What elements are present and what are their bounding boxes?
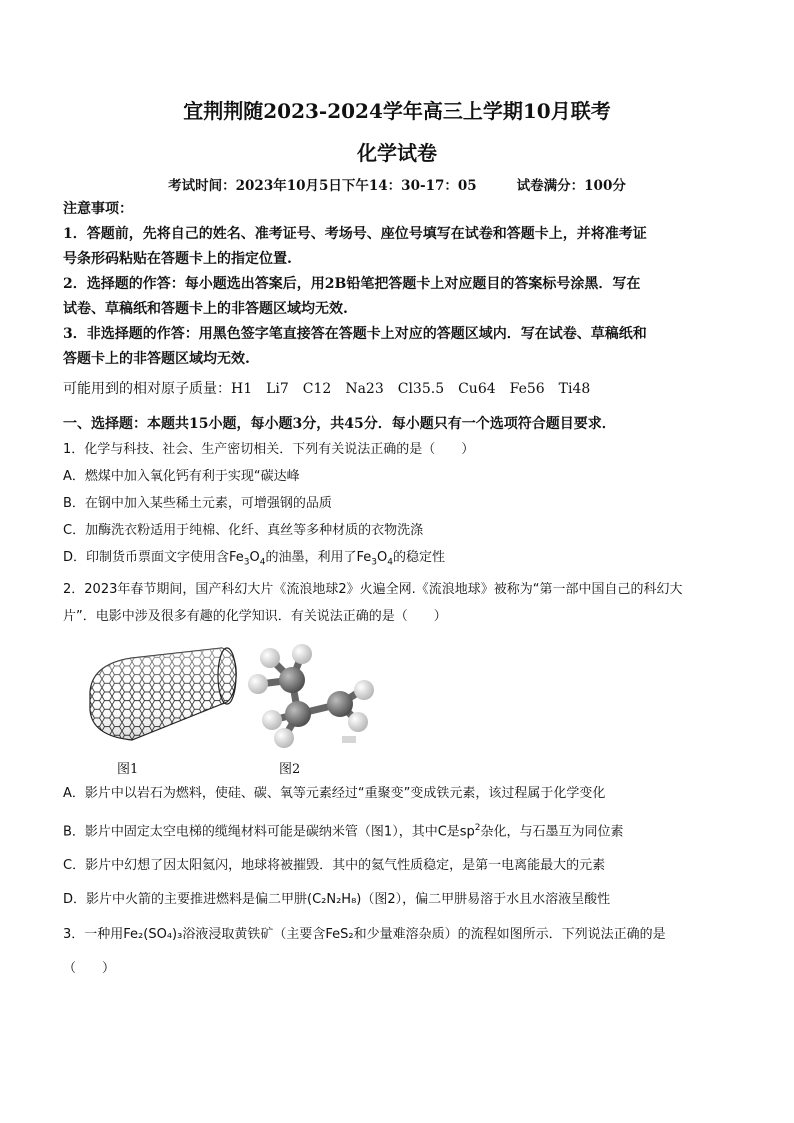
full-score: 试卷满分：100分 bbox=[516, 178, 626, 194]
q1-option-a[interactable]: A．燃煤中加入氧化钙有利于实现“碳达峰 bbox=[63, 469, 300, 484]
question-2-stem bbox=[63, 576, 733, 630]
question-3 bbox=[63, 918, 733, 986]
exam-info bbox=[0, 174, 794, 194]
q3-answer-paren: （ ） bbox=[63, 961, 116, 976]
dimethylhydrazine-model-figure bbox=[240, 640, 380, 750]
figure-1-caption: 图1 bbox=[117, 762, 139, 777]
q1-d-sub-4b: 4 bbox=[387, 557, 393, 568]
q3-stem-part-3: 和少量难溶杂质）的流程如图所示．下列说法正确的是 bbox=[353, 927, 666, 942]
q1-d-sub-3b: 3 bbox=[371, 557, 377, 568]
notice-section bbox=[63, 197, 733, 372]
q2-d-formula: (C₂N₂H₈) bbox=[307, 892, 362, 908]
section-1-heading-text: 一、选择题：本题共15小题，每小题3分，共45分．每小题只有一个选项符合题目要求． bbox=[63, 416, 616, 432]
q2-option-b[interactable] bbox=[63, 811, 733, 849]
q2-stem-line-1: 2．2023年春节期间，国产科幻大片《流浪地球2》火遍全网.《流浪地球》被称为“第一部中国自己的科幻大 bbox=[63, 582, 683, 597]
q2-b-sup: 2 bbox=[474, 823, 481, 833]
q2-b-part-2: 杂化，与石墨互为同位素 bbox=[480, 824, 624, 840]
notice-item-1-line-1: 1．答题前，先将自己的姓名、准考证号、考场号、座位号填写在试卷和答题卡上，并将准考证 bbox=[63, 226, 647, 242]
q3-stem-part-2: 浴液浸取黄铁矿（主要含 bbox=[182, 927, 326, 942]
exam-subtitle: 化学试卷 bbox=[357, 141, 437, 165]
q1-d-part-1: D．印制货币票面文字使用含Fe bbox=[63, 550, 244, 565]
q2-d-part-1: D．影片中火箭的主要推进燃料是偏二甲肼 bbox=[63, 892, 308, 908]
figure-2-caption: 图2 bbox=[279, 762, 301, 777]
q1-option-b[interactable]: B．在钢中加入某些稀土元素，可增强钢的品质 bbox=[63, 496, 332, 511]
q2-option-c[interactable]: C．影片中幻想了因太阳氦闪，地球将被摧毁．其中的氦气性质稳定，是第一电离能最大的元素 bbox=[63, 858, 606, 874]
q1-d-part-2: 的油墨，利用了Fe bbox=[265, 550, 372, 565]
question-2-options bbox=[63, 777, 733, 917]
q2-option-d[interactable] bbox=[63, 883, 733, 917]
notice-item-3-line-1: 3．非选择题的作答：用黑色签字笔直接答在答题卡上对应的答题区域内．写在试卷、草稿纸和 bbox=[63, 326, 647, 342]
carbon-nanotube-figure bbox=[72, 640, 240, 750]
notice-item-1-line-2: 号条形码粘贴在答题卡上的指定位置. bbox=[63, 251, 292, 267]
atomic-mass-text: 可能用到的相对原子质量：H1 Li7 C12 Na23 Cl35.5 Cu64 Fe56 Ti48 bbox=[63, 381, 591, 397]
section-1-heading bbox=[63, 412, 733, 437]
notice-item-2-line-1: 2．选择题的作答：每小题选出答案后，用2B铅笔把答题卡上对应题目的答案标号涂黑．写在 bbox=[63, 276, 641, 292]
q2-b-part-1: B．影片中固定太空电梯的缆绳材料可能是碳纳米管（图1），其中C是sp bbox=[63, 824, 475, 840]
exam-time: 考试时间：2023年10月5日下午14：30-17：05 bbox=[168, 178, 477, 194]
q3-stem-part-1: 3．一种用 bbox=[63, 927, 124, 942]
q2-d-part-2: （图2），偏二甲肼易溶于水且水溶液呈酸性 bbox=[361, 892, 611, 908]
q3-formula-1: Fe₂(SO₄)₃ bbox=[123, 927, 183, 942]
notice-item-3-line-2: 答题卡上的非答题区域均无效. bbox=[63, 351, 250, 367]
q1-d-sub-3: 3 bbox=[243, 557, 250, 568]
notice-item-2-line-2: 试卷、草稿纸和答题卡上的非答题区域均无效. bbox=[63, 301, 348, 317]
q3-stem-line-1 bbox=[63, 918, 733, 952]
q1-d-part-3: 的稳定性 bbox=[392, 550, 445, 565]
question-1 bbox=[63, 436, 733, 577]
notice-heading: 注意事项： bbox=[63, 201, 133, 217]
exam-title: 宜荆荆随2023-2024学年高三上学期10月联考 bbox=[183, 99, 611, 123]
q1-stem: 1．化学与科技、社会、生产密切相关．下列有关说法正确的是（ ） bbox=[63, 442, 475, 457]
q1-option-c[interactable]: C．加酶洗衣粉适用于纯棉、化纤、真丝等多种材质的衣物洗涤 bbox=[63, 523, 424, 538]
atomic-mass-line bbox=[63, 377, 733, 402]
q1-option-d[interactable]: D．印制货币票面文字使用含$Fe_3O_4$的油墨，利用了$Fe_3O_4$的稳定性 bbox=[63, 550, 445, 568]
q2-option-a[interactable]: A．影片中以岩石为燃料，使硅、碳、氧等元素经过“重聚变”变成铁元素，该过程属于化学变化 bbox=[63, 786, 606, 801]
q2-stem-line-2: 片”．电影中涉及很多有趣的化学知识．有关说法正确的是（ ） bbox=[63, 609, 447, 624]
q1-d-sub-4: 4 bbox=[259, 557, 266, 568]
q3-formula-2: FeS₂ bbox=[325, 927, 354, 942]
